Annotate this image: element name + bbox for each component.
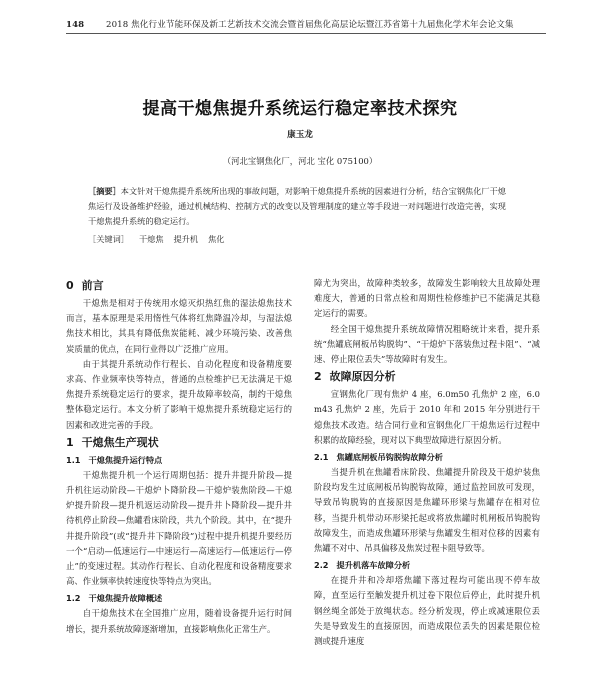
abstract xyxy=(88,184,506,229)
abstract-text: 本文针对干熄焦提升系统所出现的事故问题，对影响干熄焦提升系统的因素进行分析，结合宝钢焦化厂干熄焦运行及设备维护经验，通过机械结构、控制方式的改变以及管理制度的建立等手段进一对问题进行改造完善，实现干熄焦提升系统的稳定运行。 xyxy=(88,186,506,226)
keywords xyxy=(88,234,506,245)
keyword: 干熄焦 xyxy=(138,234,164,244)
abstract-label: ［摘要］ xyxy=(88,186,121,196)
paragraph: 由于其提升系统动作行程长、自动化程度和设备精度要求高、作业频率快等特点，普通的点检维护已无法满足干熄焦提升系统稳定运行的要求，提升故障率较高，制约干熄焦整体稳定运行。本文分析了影响干熄焦提升系统稳定运行的因素和改进完善的手段。 xyxy=(66,358,292,430)
paragraph: 宣钢焦化厂现有焦炉 4 座，6.0m50 孔焦炉 2 座，6.0m43 孔焦炉 2 座，先后于 2010 年和 2015 年分别进行干熄焦技术改造。结合同行业和宣钢焦化厂干熄焦运行过程中积累的故障经验，现对以下典型故障进行原因分析。 xyxy=(314,389,540,445)
keywords-label: ［关键词］ xyxy=(88,234,129,244)
subsection-heading-1-1: 1.1 干熄焦提升运行特点 xyxy=(66,454,163,465)
paragraph: 障尤为突出，故障种类较多，故障发生影响较大且故障处理难度大，普通的日常点检和周期性检修维护已不能满足其稳定运行的需要。 xyxy=(314,278,540,319)
section-heading-2: 2 故障原因分析 xyxy=(314,370,396,384)
keyword: 提升机 xyxy=(173,234,199,244)
running-header xyxy=(66,18,546,30)
left-column xyxy=(66,276,292,637)
running-title: 2018 焦化行业节能环保及新工艺新技术交流会暨首届焦化高层论坛暨江苏省第十九届焦化学术年会论文集 xyxy=(106,20,514,30)
paragraph: 在提升井和冷却塔焦罐下落过程均可能出现不停车故障，直至运行至触发提升机过卷下限位后停止，此时提升机钢丝绳全部处于放绳状态。经分析发现，停止或减速限位丢失是导致发生的直接原因，而造成限位丢失的因素是限位检测或提升速度 xyxy=(314,575,540,647)
subsection-heading-2-2: 2.2 提升机落车故障分析 xyxy=(314,560,411,571)
page-number: 148 xyxy=(66,20,85,30)
section-heading-0: 0 前言 xyxy=(66,279,104,292)
section-heading-1: 1 干熄焦生产现状 xyxy=(66,435,159,449)
right-column xyxy=(314,276,540,649)
paragraph: 自干熄焦技术在全国推广应用，随着设备提升运行时间增长，提升系统故障逐渐增加，直接影响焦化正常生产。 xyxy=(66,608,292,634)
keyword: 焦化 xyxy=(208,234,225,244)
article-author: 康玉龙 xyxy=(287,130,313,140)
header-rule xyxy=(66,33,546,34)
paragraph: 干熄焦提升机一个运行周期包括：提升井提升阶段—提升机往运动阶段—干熄炉卜降阶段—干熄炉装焦阶段—干熄炉提升阶段—提升机返运动阶段—提升井卜降阶段—提升井待机停止阶段—焦罐看床阶段，共九个阶段。其中，在“提升井提升阶段”(或“提升井下降阶段”)过程中提升机提升要经历一个“启动—低速运行—中速运行—高速运行—低速运行—停止”的变速过程。其动作行程长、自动化程度和设备精度要求高、作业频率快转速度快等特点为突出。 xyxy=(66,469,292,587)
paragraph: 经全国干熄焦提升系统故障情况粗略统计来看，提升系统“焦罐底闸板吊钩脱钩”、“干熄炉下落装焦过程卡阻”、“减速、停止限位丢失”等故障时有发生。 xyxy=(314,323,540,365)
article-title: 提高干熄焦提升系统运行稳定率技术探究 xyxy=(142,99,458,119)
subsection-heading-2-1: 2.1 焦罐底闸板吊钩脱钩故障分析 xyxy=(314,452,443,463)
paragraph: 当提升机在焦罐看床阶段、焦罐提升阶段及干熄炉装焦阶段均发生过底闸板吊钩脱钩故障，通过监控回放可发现，导致吊钩脱钩的直接原因是焦罐环形梁与焦罐存在相对位移，当提升机带动环形梁托起或将放焦罐时机闸板吊钩脱钩故障发生，而造成焦罐环形梁与焦罐发生相对位移的因素有焦罐不对中、吊具偏移及焦炭过程卡阻导致等。 xyxy=(314,467,540,554)
paragraph: 干熄焦是相对于传统用水熄灭炽热红焦的湿法熄焦技术而言，基本原理是采用惰性气体将红焦降温冷却，与湿法熄焦技术相比，其具有降低焦炭能耗、减少环境污染、改善焦炭质量的优点，在同行业得以广泛推广应用。 xyxy=(66,298,292,354)
subsection-heading-1-2: 1.2 干熄焦提升故障概述 xyxy=(66,593,163,604)
article-affiliation: （河北宝钢焦化厂，河北 宝化 075100） xyxy=(222,156,378,166)
